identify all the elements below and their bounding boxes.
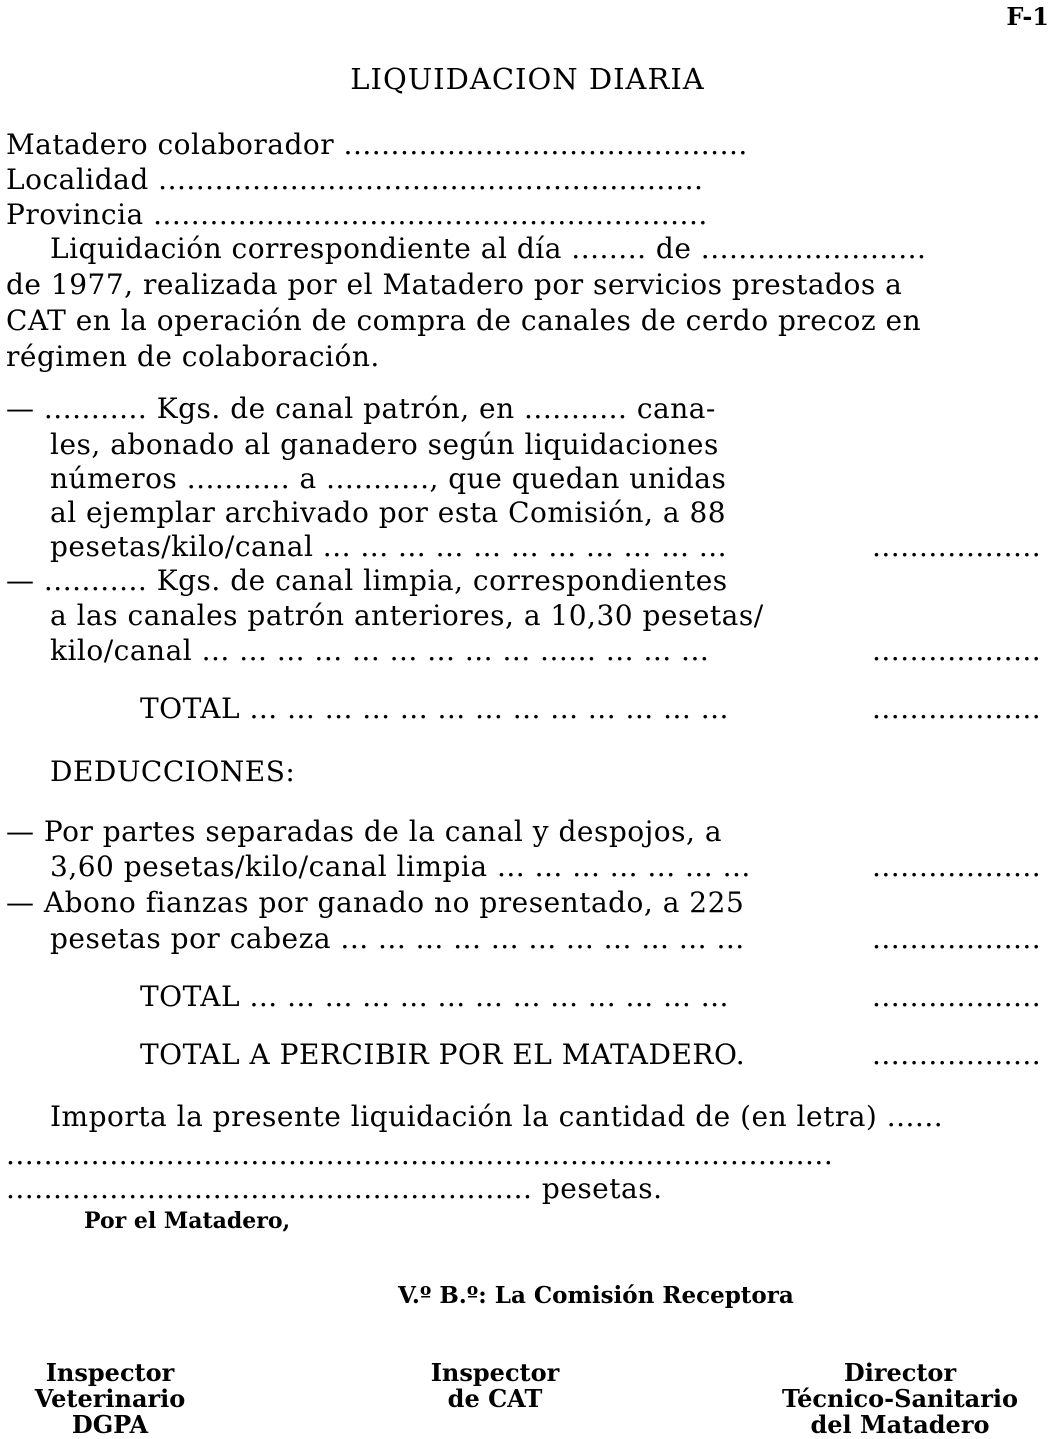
signature-veterinario-line-1: Inspector	[45, 1358, 175, 1387]
despojos-amount: ..................	[872, 850, 1042, 883]
total-1-amount: ..................	[872, 692, 1042, 725]
despojos-line-2: 3,60 pesetas/kilo/canal limpia ... ... ... ... ... ... ...	[50, 850, 751, 883]
header-provincia: Provincia ...........................................................	[6, 198, 708, 231]
form-code: F-1	[1006, 2, 1049, 31]
signature-director-line-2: Técnico-Sanitario	[782, 1384, 1018, 1413]
limpia-amount: ..................	[872, 634, 1042, 667]
total-1: TOTAL ... ... ... ... ... ... ... ... ... ... ... ... ...	[140, 692, 729, 725]
vo-bo-comision: V.º B.º: La Comisión Receptora	[398, 1282, 794, 1309]
patron-line-3: números ........... a ..........., que quedan unidas	[50, 462, 727, 495]
total-percibir: TOTAL A PERCIBIR POR EL MATADERO.	[140, 1038, 746, 1071]
patron-line-1: — ........... Kgs. de canal patrón, en ........... cana-	[6, 392, 716, 425]
header-matadero: Matadero colaborador ...........................................	[6, 128, 748, 161]
patron-line-5: pesetas/kilo/canal ... ... ... ... ... ... ... ... ... ... ...	[50, 530, 728, 563]
deducciones-heading: DEDUCCIONES:	[50, 755, 296, 788]
patron-line-2: les, abonado al ganadero según liquidaciones	[50, 428, 719, 461]
importa-line-2: ........................................................................................	[6, 1138, 834, 1171]
header-localidad: Localidad ..........................................................	[6, 163, 704, 196]
fianzas-amount: ..................	[872, 922, 1042, 955]
despojos-line-1: — Por partes separadas de la canal y despojos, a	[6, 815, 723, 848]
signature-director	[770, 1360, 1030, 1438]
importa-line-1: Importa la presente liquidación la cantidad de (en letra) ......	[50, 1100, 944, 1133]
total-2: TOTAL ... ... ... ... ... ... ... ... ... ... ... ... ...	[140, 980, 729, 1013]
intro-line-3: CAT en la operación de compra de canales de cerdo precoz en	[6, 304, 922, 337]
signature-director-line-3: del Matadero	[810, 1410, 990, 1439]
total-2-amount: ..................	[872, 980, 1042, 1013]
patron-line-4: al ejemplar archivado por esta Comisión, a 88	[50, 496, 727, 529]
por-el-matadero: Por el Matadero,	[84, 1208, 291, 1234]
intro-line-4: régimen de colaboración.	[6, 340, 380, 373]
signature-veterinario-line-2: Veterinario	[34, 1384, 186, 1413]
patron-amount: ..................	[872, 530, 1042, 563]
fianzas-line-1: — Abono fianzas por ganado no presentado, a 225	[6, 886, 745, 919]
signature-veterinario-line-3: DGPA	[71, 1410, 149, 1439]
fianzas-line-2: pesetas por cabeza ... ... ... ... ... ... ... ... ... ... ...	[50, 922, 745, 955]
intro-line-2: de 1977, realizada por el Matadero por servicios prestados a	[6, 268, 903, 301]
signature-veterinario	[20, 1360, 200, 1438]
document-title: LIQUIDACION DIARIA	[350, 62, 705, 96]
intro-line-1: Liquidación correspondiente al día ........ de ........................	[50, 232, 927, 265]
limpia-line-3: kilo/canal ... ... ... ... ... ... ... ... ... ...... ... ... ...	[50, 634, 710, 667]
signature-director-line-1: Director	[843, 1358, 957, 1387]
limpia-line-1: — ........... Kgs. de canal limpia, correspondientes	[6, 564, 728, 597]
importa-line-3: ........................................................ pesetas.	[6, 1172, 663, 1205]
signature-cat	[405, 1360, 585, 1412]
limpia-line-2: a las canales patrón anteriores, a 10,30 pesetas/	[50, 599, 764, 632]
signature-cat-line-2: de CAT	[447, 1384, 543, 1413]
total-percibir-amount: ..................	[872, 1038, 1042, 1071]
signature-cat-line-1: Inspector	[430, 1358, 560, 1387]
